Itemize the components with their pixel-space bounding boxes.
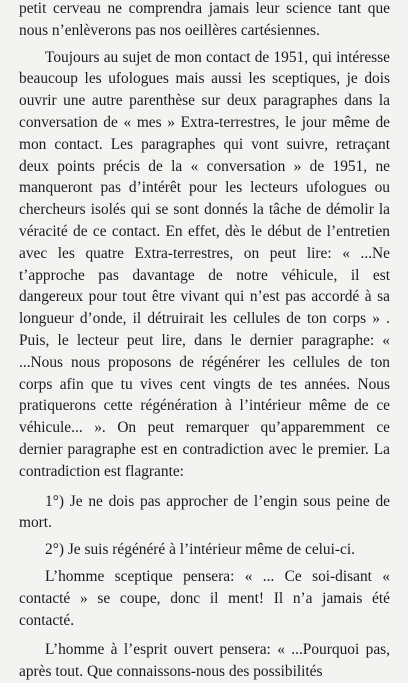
paragraph-continuation: petit cerveau ne comprendra jamais leur science tant que nous n’enlèverons pas nos oeillères cartésiennes. xyxy=(19,0,390,39)
paragraph-contact-1951: Toujours au sujet de mon contact de 1951, qui intéresse beaucoup les ufologues mais aussi les sceptiques, je dois ouvrir une autre parenthèse sur deux paragraphes dans la conversation de « mes » Extra-terrestres, le jour même de mon contact. Les paragraphes qui vont suivre, retraçant deux points précis de la « conversation » de 1951, ne manqueront pas d’intérêt pour les lecteurs ufologues ou chercheurs isolés qui se sont donnés la tâche de démolir la véracité de ce contact. En effet, dès le début de l’entretien avec les quatre Extra-terrestres, on peut lire: « ...Ne t’approche pas davantage de notre véhicule, il est dangereux pour tout être vivant qui n’est pas accordé à sa longueur d’onde, il détruirait les cellules de ton corps » . Puis, le lecteur peut lire, dans le dernier paragraphe: « ...Nous nous proposons de régénérer les cellules de ton corps afin que tu vives cent vingts de tes années. Nous pratiquerons cette régénération à l’intérieur même de ce véhicule... ». On peut remarquer qu’apparemment ce dernier paragraphe est en contradiction avec le premier. La contradiction est flagrante: xyxy=(19,48,390,480)
paragraph-skeptic: L’homme sceptique pensera: « ... Ce soi-disant « contacté » se coupe, donc il ment! Il n’a jamais été contacté. xyxy=(19,567,390,629)
contradiction-item-2: 2°) Je suis régénéré à l’intérieur même de celui-ci. xyxy=(45,541,355,559)
contradiction-item-1: 1°) Je ne dois pas approcher de l’engin sous peine de mort. xyxy=(19,492,390,532)
paragraph-open-mind: L’homme à l’esprit ouvert pensera: « ...Pourquoi pas, après tout. Que connaissons-nous des possibilités xyxy=(19,641,390,681)
